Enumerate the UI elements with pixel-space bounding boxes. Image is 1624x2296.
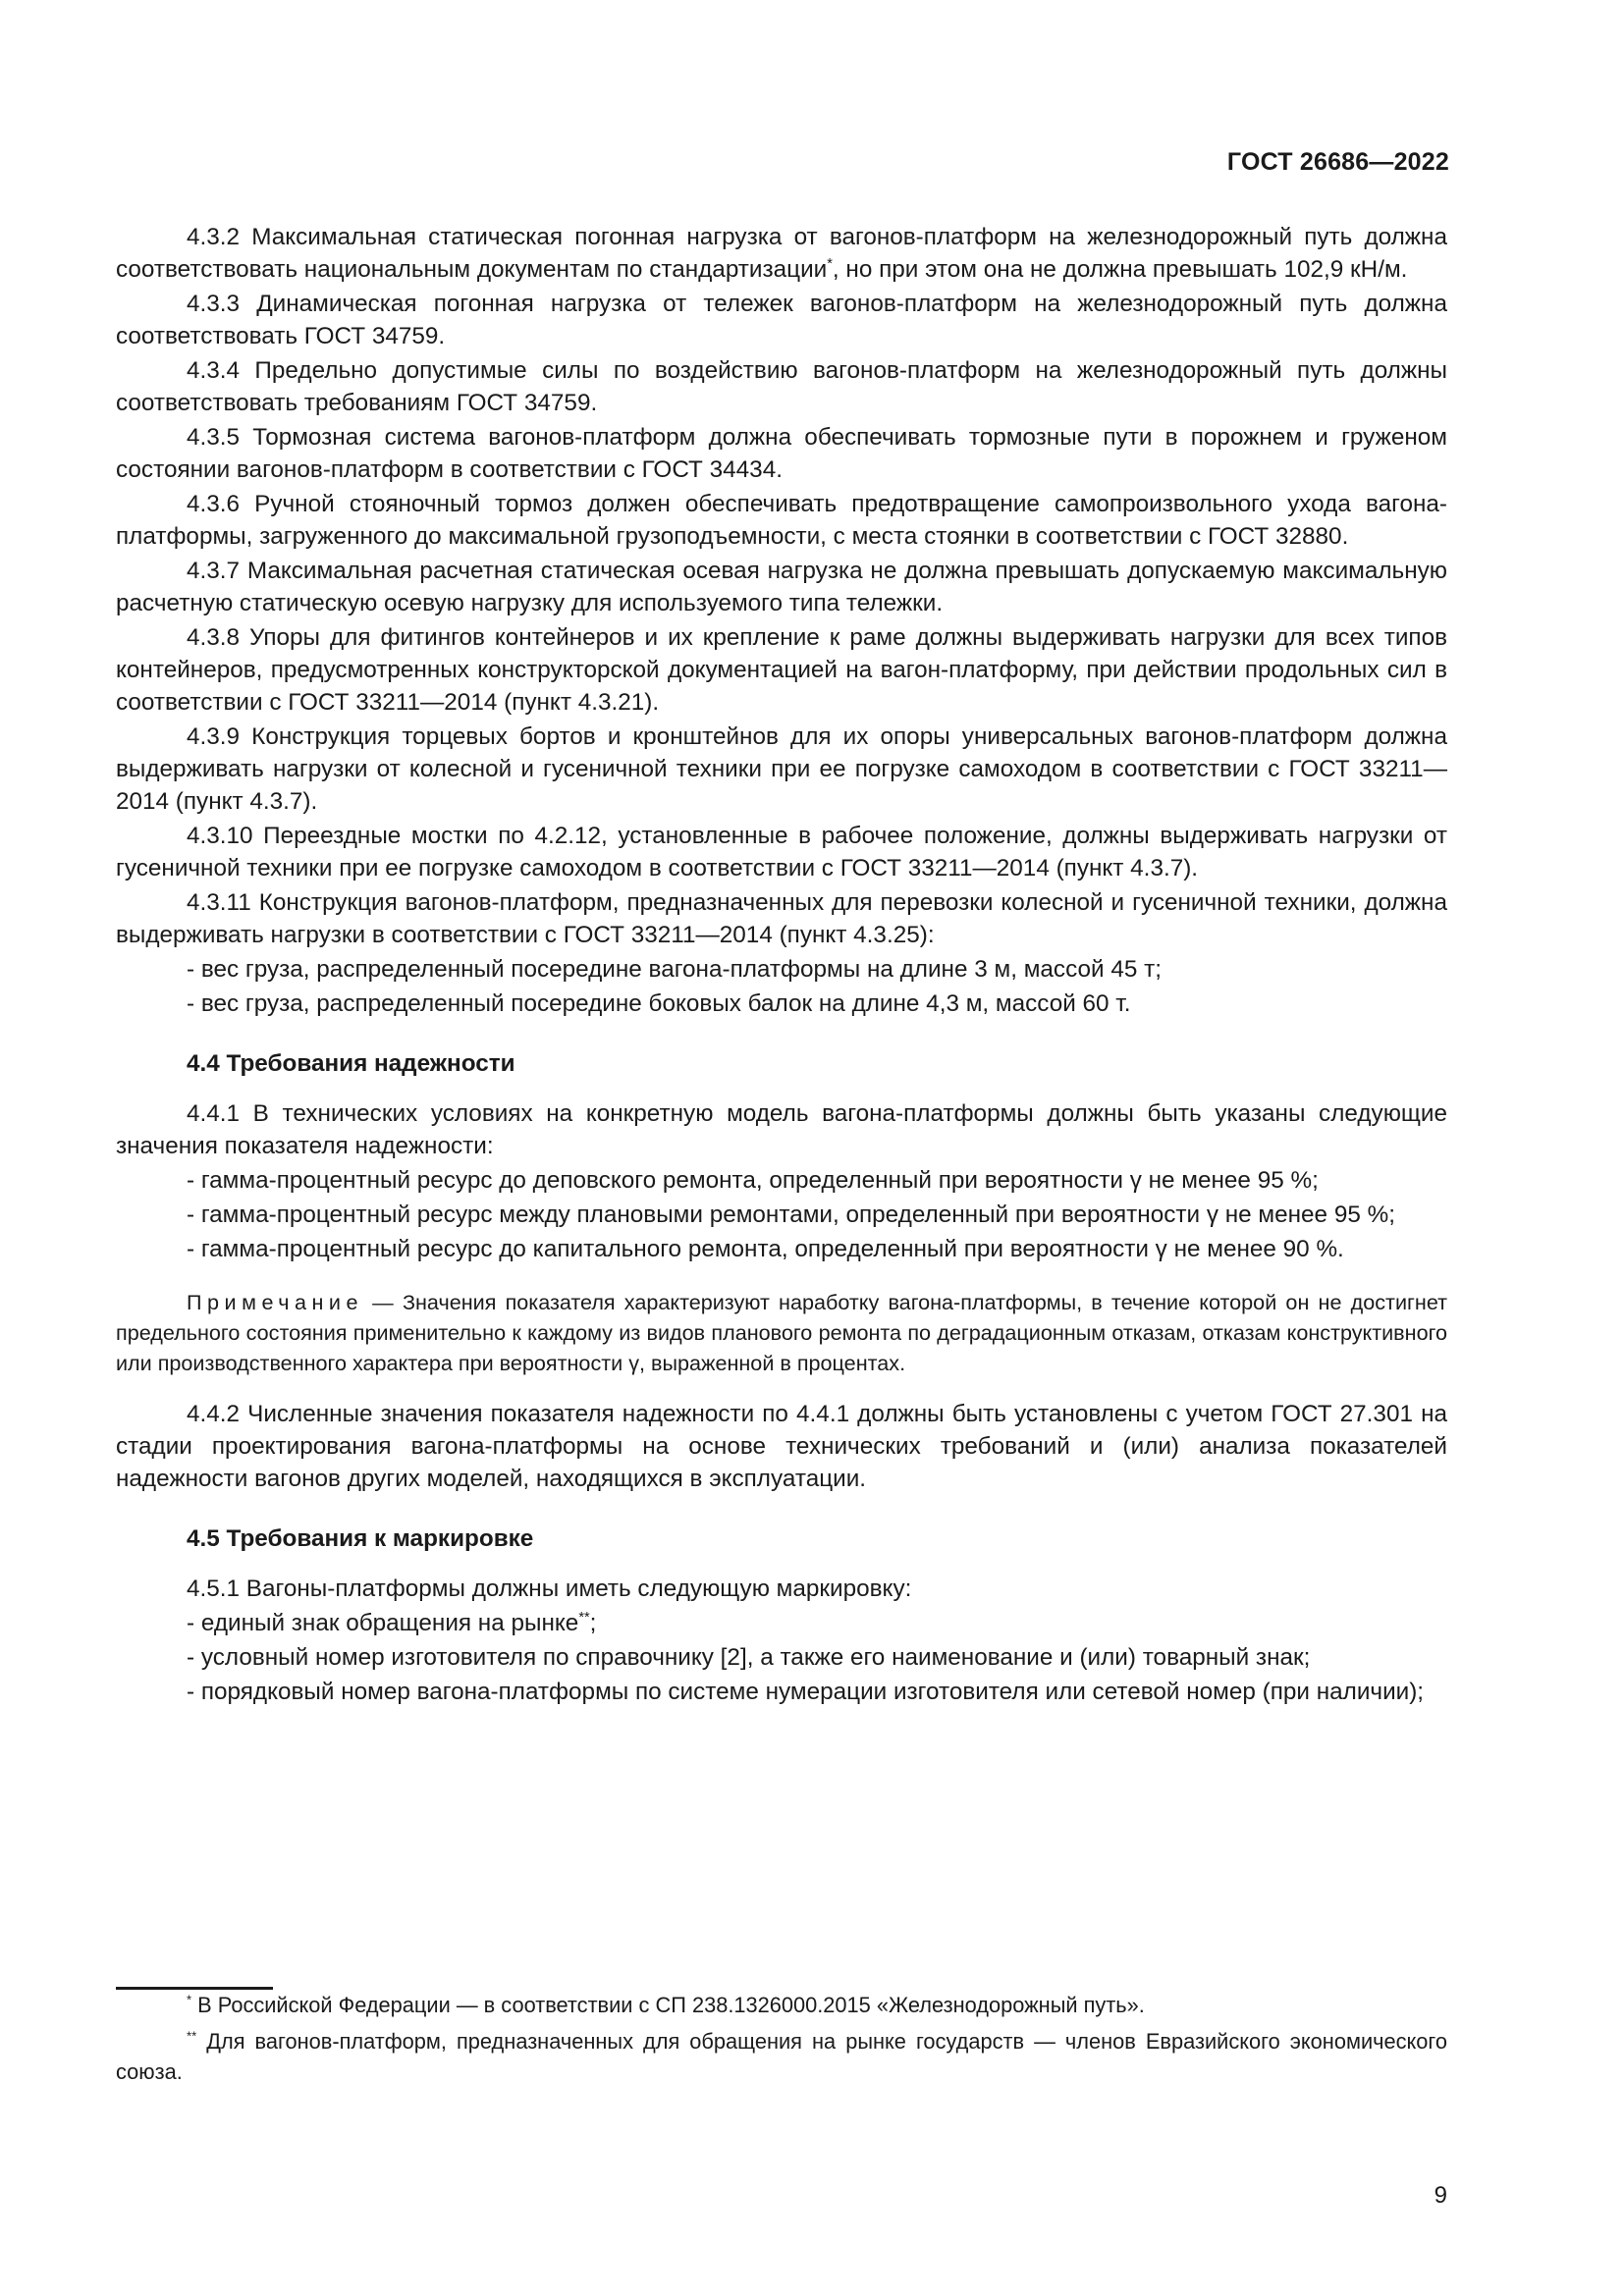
page-number: 9 [1434,2182,1447,2209]
footnote-ref-1: * [827,255,833,272]
paragraph-4-3-2: 4.3.2 Максимальная статическая погонная нагрузка от вагонов-платформ на железнодорожный путь должна соответствовать национальным документам по стандартизации*, но при этом она не должна превышать 102,9 кН/м. [116,224,1447,283]
footnote-2: ** Для вагонов-платформ, предназначенных для обращения на рынке государств — членов Евразийского экономического союза. [116,2028,1447,2084]
paragraph-4-3-8: 4.3.8 Упоры для фитингов контейнеров и их крепление к раме должны выдерживать нагрузки для всех типов контейнеров, предусмотренных конструкторской документацией на вагон-платформу, при действии продольных сил в соответствии с ГОСТ 33211—2014 (пункт 4.3.21). [116,624,1447,716]
document-code-header: ГОСТ 26686—2022 [1226,148,1449,176]
paragraph-4-3-3: 4.3.3 Динамическая погонная нагрузка от тележек вагонов-платформ на железнодорожный путь должна соответствовать ГОСТ 34759. [116,291,1447,349]
paragraph-4-3-10: 4.3.10 Переездные мостки по 4.2.12, установленные в рабочее положение, должны выдерживать нагрузки от гусеничной техники при ее погрузке самоходом в соответствии с ГОСТ 33211—2014 (пункт 4.3.7). [116,823,1447,881]
section-heading-4-4: 4.4 Требования надежности [187,1050,515,1077]
footnote-1: * В Российской Федерации — в соответствии с СП 238.1326000.2015 «Железнодорожный путь». [187,1992,1145,2017]
paragraph-4-3-9: 4.3.9 Конструкция торцевых бортов и кронштейнов для их опоры универсальных вагонов-платформ должна выдерживать нагрузки от колесной и гусеничной техники при ее погрузке самоходом в соответствии с ГОСТ 33211—2014 (пункт 4.3.7). [116,723,1447,815]
list-item: - порядковый номер вагона-платформы по системе нумерации изготовителя или сетевой номер (при наличии); [187,1679,1425,1705]
footnotes [116,1990,1447,2093]
section-heading-4-5: 4.5 Требования к маркировке [187,1525,534,1552]
paragraph-4-3-6: 4.3.6 Ручной стояночный тормоз должен обеспечивать предотвращение самопроизвольного ухода вагона-платформы, загруженного до максимальной грузоподъемности, с места стоянки в соответствии с ГОСТ 32880. [116,491,1447,550]
list-item: - вес груза, распределенный посередине боковых балок на длине 4,3 м, массой 60 т. [187,990,1131,1017]
list-item: - единый знак обращения на рынке**; [187,1609,597,1636]
footnote-ref-2: ** [578,1609,590,1626]
paragraph-4-3-7: 4.3.7 Максимальная расчетная статическая осевая нагрузка не должна превышать допускаемую максимальную расчетную статическую осевую нагрузку для используемого типа тележки. [116,558,1447,616]
list-item: - гамма-процентный ресурс до деповского ремонта, определенный при вероятности γ не менее 95 %; [187,1167,1319,1194]
list-item: - гамма-процентный ресурс между плановыми ремонтами, определенный при вероятности γ не менее 95 %; [187,1201,1395,1228]
list-item: - гамма-процентный ресурс до капитального ремонта, определенный при вероятности γ не менее 90 %. [187,1236,1344,1262]
paragraph-4-4-1: 4.4.1 В технических условиях на конкретную модель вагона-платформы должны быть указаны следующие значения показателя надежности: [116,1100,1447,1159]
note-paragraph: Примечание — Значения показателя характеризуют наработку вагона-платформы, в течение которой он не достигнет предельного состояния применительно к каждому из видов планового ремонта по деградационным отказам, отказам конструктивного или производственного характера при вероятности γ, выраженной в процентах. [116,1290,1447,1375]
list-item: - условный номер изготовителя по справочнику [2], а также его наименование и (или) товарный знак; [187,1644,1311,1671]
note-label: Примечание [187,1290,363,1314]
paragraph-4-5-1: 4.5.1 Вагоны-платформы должны иметь следующую маркировку: [187,1575,912,1602]
document-body [116,221,1447,1710]
paragraph-4-3-4: 4.3.4 Предельно допустимые силы по воздействию вагонов-платформ на железнодорожный путь должны соответствовать требованиям ГОСТ 34759. [116,357,1447,416]
paragraph-4-3-11: 4.3.11 Конструкция вагонов-платформ, предназначенных для перевозки колесной и гусеничной техники, должна выдерживать нагрузки в соответствии с ГОСТ 33211—2014 (пункт 4.3.25): [116,889,1447,948]
paragraph-4-4-2: 4.4.2 Численные значения показателя надежности по 4.4.1 должны быть установлены с учетом ГОСТ 27.301 на стадии проектирования вагона-платформы на основе технических требований и (или) анализа показателей надежности вагонов других моделей, находящихся в эксплуатации. [116,1401,1447,1492]
list-item: - вес груза, распределенный посередине вагона-платформы на длине 3 м, массой 45 т; [187,956,1162,983]
paragraph-4-3-5: 4.3.5 Тормозная система вагонов-платформ должна обеспечивать тормозные пути в порожнем и груженом состоянии вагонов-платформ в соответствии с ГОСТ 34434. [116,424,1447,483]
